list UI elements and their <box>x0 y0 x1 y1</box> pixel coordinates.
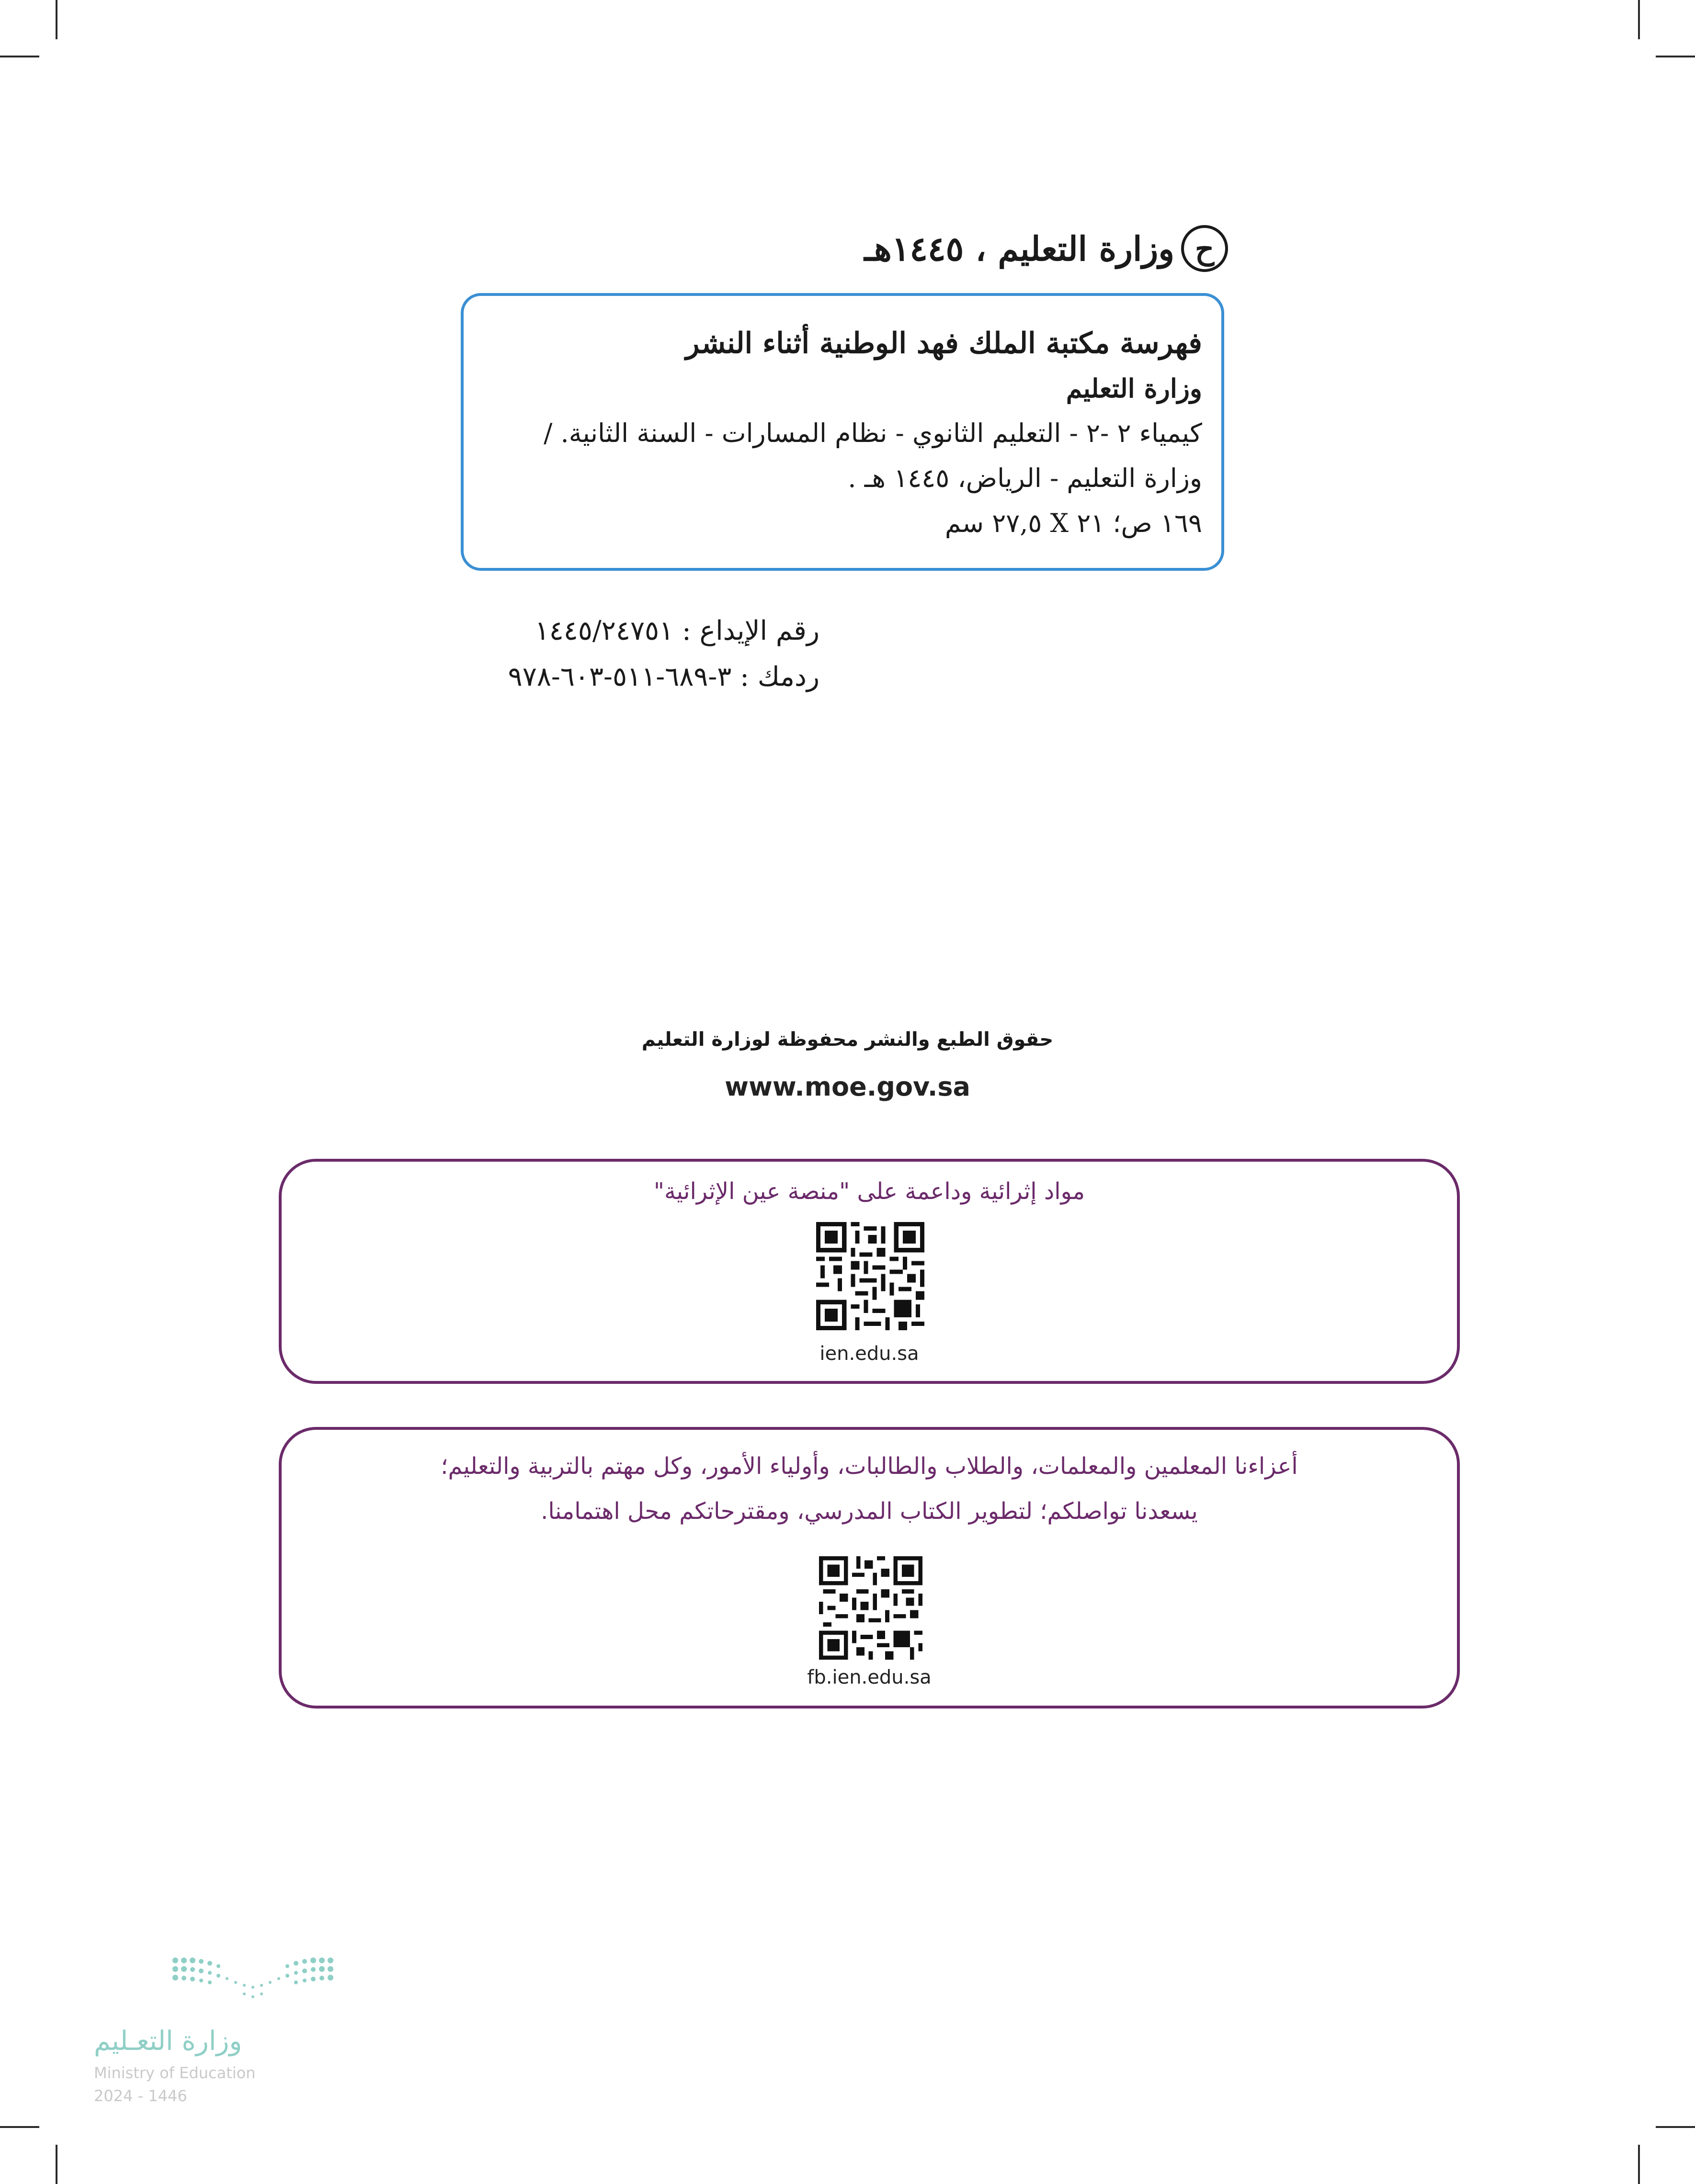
crop-mark <box>1656 2126 1695 2128</box>
cataloging-title: فهرسة مكتبة الملك فهد الوطنية أثناء النشر <box>685 327 1202 360</box>
copyright-text: وزارة التعليم ، ١٤٤٥هـ <box>864 228 1174 269</box>
isbn: ردمك : ٣-٦٨٩-٥١١-٦٠٣-٩٧٨ <box>508 661 819 692</box>
logo-name-english: Ministry of Education <box>94 2064 256 2082</box>
cataloging-box <box>461 293 1224 571</box>
crop-mark <box>56 2145 57 2184</box>
copyright-line <box>864 225 1228 272</box>
qr-code-icon[interactable] <box>819 1556 922 1660</box>
logo-name-arabic: وزارة التعـليم <box>94 2026 242 2057</box>
deposit-number: رقم الإيداع : ١٤٤٥/٢٤٧٥١ <box>535 615 819 646</box>
copyright-symbol: ح <box>1181 225 1228 272</box>
cataloging-line: كيمياء ٢ -٢ - التعليم الثانوي - نظام المسارات - السنة الثانية. / <box>544 418 1202 448</box>
qr-code-icon[interactable] <box>816 1222 924 1330</box>
rights-notice: حقوق الطبع والنشر محفوظة لوزارة التعليم <box>641 1029 1054 1051</box>
ien-panel <box>279 1159 1460 1384</box>
legal-info <box>508 608 819 700</box>
crop-mark <box>0 2126 39 2128</box>
crop-mark <box>56 0 57 39</box>
cataloging-author: وزارة التعليم <box>1066 373 1202 404</box>
ien-url[interactable]: ien.edu.sa <box>819 1343 919 1365</box>
ministry-logo <box>94 1954 362 2107</box>
cataloging-line: وزارة التعليم - الرياض، ١٤٤٥ هـ . <box>848 463 1202 493</box>
logo-dots-icon <box>171 1954 343 2011</box>
feedback-line-1: أعزاءنا المعلمين والمعلمات، والطلاب والطالبات، وأولياء الأمور، وكل مهتم بالتربية والتعليم؛ <box>441 1453 1298 1480</box>
crop-mark <box>0 56 39 57</box>
crop-mark <box>1638 0 1640 39</box>
ien-panel-text: مواد إثرائية وداعمة على "منصة عين الإثرائية" <box>653 1178 1085 1205</box>
feedback-url[interactable]: fb.ien.edu.sa <box>807 1666 932 1688</box>
logo-years: 2024 - 1446 <box>94 2087 187 2105</box>
cataloging-line: ١٦٩ ص؛ ٢١ X ٢٧,٥ سم <box>944 508 1202 538</box>
feedback-panel <box>279 1427 1460 1709</box>
website-link[interactable]: www.moe.gov.sa <box>725 1072 970 1102</box>
crop-mark <box>1656 56 1695 57</box>
feedback-line-2: يسعدنا تواصلكم؛ لتطوير الكتاب المدرسي، ومقترحاتكم محل اهتمامنا. <box>541 1498 1198 1525</box>
crop-mark <box>1638 2145 1640 2184</box>
